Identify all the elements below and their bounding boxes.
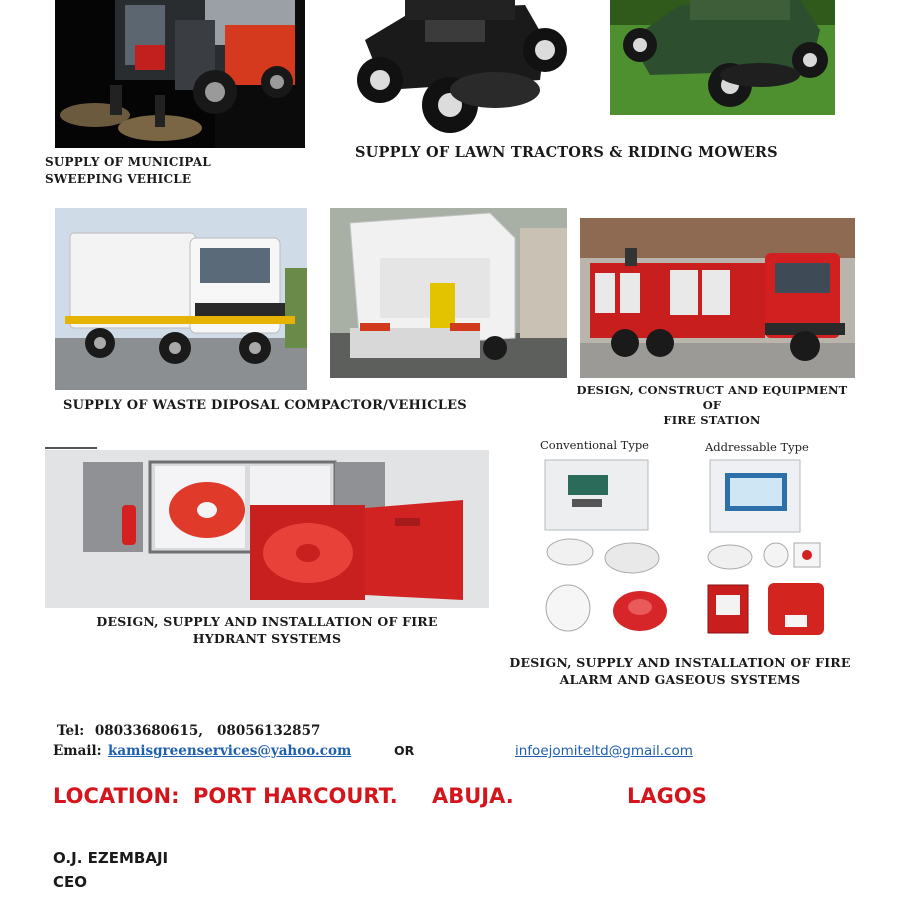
caption-lawn-tractors: SUPPLY OF LAWN TRACTORS & RIDING MOWERS — [355, 144, 778, 161]
caption-alarm-line2: ALARM AND GASEOUS SYSTEMS — [559, 672, 801, 687]
caption-municipal-line1: SUPPLY OF MUNICIPAL — [45, 155, 211, 169]
email-link-gmail[interactable]: infoejomiteltd@gmail.com — [515, 743, 693, 759]
fire-alarm-equipment-photo — [530, 455, 840, 640]
email-link-yahoo[interactable]: kamisgreenservices@yahoo.com — [108, 743, 352, 759]
location-port-harcourt: PORT HARCOURT. — [193, 784, 398, 808]
caption-waste-compactor: SUPPLY OF WASTE DIPOSAL COMPACTOR/VEHICLES — [63, 398, 467, 413]
caption-fire-station — [572, 383, 852, 428]
location-label: LOCATION: — [53, 784, 180, 808]
caption-municipal-line2: SWEEPING VEHICLE — [45, 172, 192, 186]
caption-fire-station-line1: DESIGN, CONSTRUCT AND EQUIPMENT OF — [576, 383, 848, 412]
waste-compactor-rear-photo — [330, 208, 567, 378]
tel-line — [57, 723, 320, 739]
conventional-type-label: Conventional Type — [540, 438, 649, 452]
ceo-name: O.J. EZEMBAJI — [53, 849, 169, 867]
location-abuja: ABUJA. — [432, 784, 514, 808]
or-separator: OR — [394, 743, 415, 758]
riding-mower-green-photo — [610, 0, 835, 115]
caption-fire-station-line2: FIRE STATION — [663, 413, 761, 427]
caption-hydrant-line2: HYDRANT SYSTEMS — [192, 631, 342, 646]
lawn-tractor-black-photo — [345, 0, 570, 135]
caption-municipal-sweeper — [45, 154, 211, 188]
waste-compactor-truck-photo — [55, 208, 307, 390]
tel-numbers: 08033680615, 08056132857 — [94, 723, 321, 739]
caption-hydrant-line1: DESIGN, SUPPLY AND INSTALLATION OF FIRE — [96, 614, 438, 629]
municipal-sweeper-photo — [55, 0, 305, 148]
email-label: Email: — [53, 743, 102, 759]
caption-alarm-line1: DESIGN, SUPPLY AND INSTALLATION OF FIRE — [509, 655, 851, 670]
fire-truck-photo — [580, 218, 855, 378]
addressable-type-label: Addressable Type — [705, 440, 809, 454]
location-lagos: LAGOS — [627, 784, 707, 808]
fire-hydrant-cabinet-photo — [45, 450, 489, 608]
caption-fire-hydrant — [45, 613, 489, 647]
ceo-title: CEO — [53, 873, 88, 891]
tel-label: Tel: — [57, 723, 85, 739]
caption-fire-alarm — [495, 654, 865, 688]
divider-line — [45, 447, 97, 449]
